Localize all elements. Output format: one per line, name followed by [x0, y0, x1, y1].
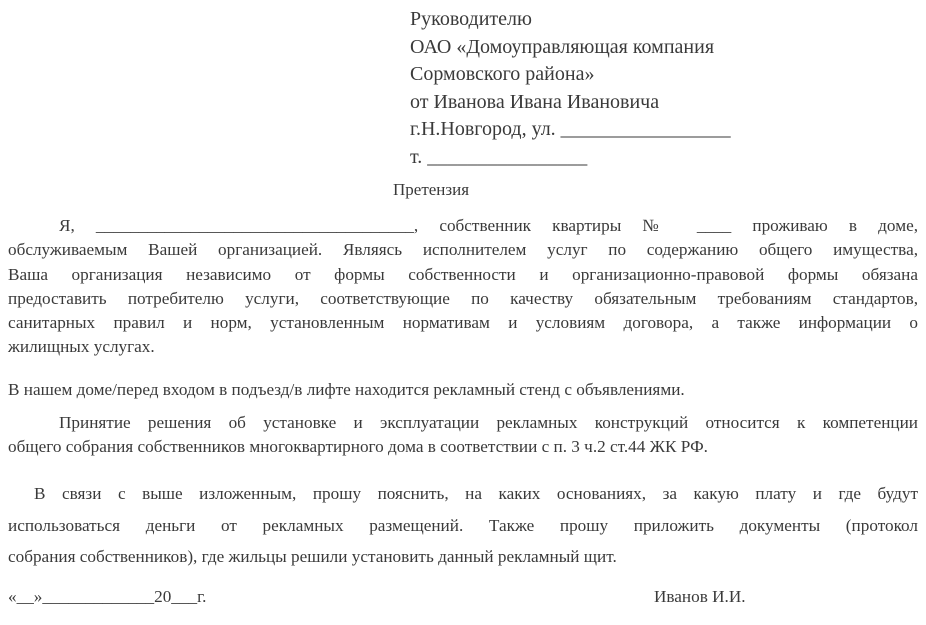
date-field: «__»_____________20___г. — [8, 587, 207, 606]
paragraph-request — [8, 478, 918, 573]
paragraph-line: общего собрания собственников многоквартирного дома в соответствии с п. 3 ч.2 ст.44 ЖК РФ. — [8, 437, 708, 457]
signature-name: Иванов И.И. — [654, 587, 746, 606]
document-title: Претензия — [393, 180, 470, 199]
addressee-line-company: ОАО «Домоуправляющая компания — [410, 35, 715, 58]
paragraph-line: обслуживаемым Вашей организацией. Являясь исполнителем услуг по содержанию общего имущества, — [8, 240, 918, 260]
paragraph-line: санитарных правил и норм, установленным нормативам и условиям договора, а также информации о — [8, 313, 918, 333]
paragraph-line: жилищных услугах. — [8, 337, 155, 357]
paragraph-intro — [8, 214, 918, 360]
paragraph-line: использоваться деньги от рекламных размещений. Также прошу приложить документы (протокол — [8, 515, 918, 535]
paragraph-line: В связи с выше изложенным, прошу пояснить, на каких основаниях, за какую плату и где будут — [34, 484, 918, 503]
paragraph-line: предоставить потребителю услуги, соответствующие по качеству обязательным требованиям стандартов, — [8, 288, 918, 308]
paragraph-line: Принятие решения об установке и эксплуатации рекламных конструкций относится к компетенции — [59, 413, 918, 432]
paragraph-advertising-stand — [8, 378, 918, 402]
addressee-line-district: Сормовского района» — [410, 63, 595, 85]
paragraph-line: собрания собственников), где жильцы решили установить данный рекламный щит. — [8, 547, 617, 566]
paragraph-line: Я, _____________________________________, собственник квартиры № ____ проживаю в доме, — [59, 216, 918, 235]
addressee-line-address: г.Н.Новгород, ул. _________________ — [410, 118, 731, 140]
addressee-line-phone: т. ________________ — [410, 145, 588, 168]
addressee-line-sender: от Иванова Ивана Ивановича — [410, 90, 660, 113]
paragraph-legal-basis — [8, 411, 918, 460]
addressee-line-recipient: Руководителю — [410, 8, 532, 30]
addressee-block — [410, 6, 731, 171]
paragraph-line: В нашем доме/перед входом в подъезд/в лифте находится рекламный стенд с объявлениями. — [8, 380, 685, 399]
paragraph-line: Ваша организация независимо от формы собственности и организационно-правовой формы обязана — [8, 264, 918, 284]
